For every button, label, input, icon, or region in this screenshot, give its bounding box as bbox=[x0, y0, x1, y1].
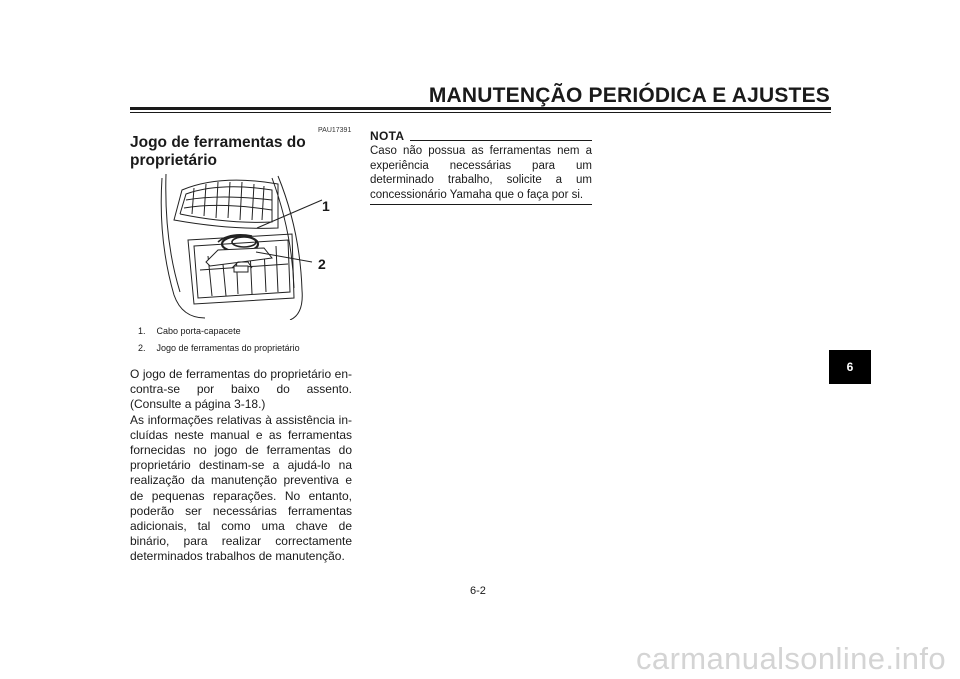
header-rule-thick bbox=[130, 107, 831, 110]
section-code: PAU17391 bbox=[318, 127, 352, 134]
caption-text: Cabo porta-capacete bbox=[156, 326, 241, 336]
note-rule bbox=[410, 140, 592, 141]
caption-item bbox=[138, 323, 300, 340]
callout-number-2: 2 bbox=[318, 256, 326, 272]
note-box bbox=[370, 128, 592, 205]
caption-item bbox=[138, 340, 300, 357]
body-paragraph: O jogo de ferramentas do proprietário encontra-se por baixo do assento. (Consulte a página 3-18.) bbox=[130, 367, 352, 412]
caption-text: Jogo de ferramentas do proprietário bbox=[156, 343, 300, 353]
section-heading: Jogo de ferramentas do proprietário bbox=[130, 134, 306, 169]
caption-number: 2. bbox=[138, 343, 146, 353]
body-paragraph: As informações relativas à assistência incluídas neste manual e as ferramentas fornecidas no jogo de ferramentas do proprietário destinam-se a ajudá-lo na realização da manutenção preventiva e de pequenas reparações. No entanto, poderão ser necessárias ferramentas adicionais, tal como uma chave de binário, para realizar correctamente determinados trabalhos de manutenção. bbox=[130, 412, 352, 564]
header-rule-thin bbox=[130, 112, 831, 113]
page-title: MANUTENÇÃO PERIÓDICA E AJUSTES bbox=[428, 84, 830, 107]
toolkit-illustration bbox=[160, 170, 340, 320]
note-header bbox=[370, 128, 592, 143]
watermark: carmanualsonline.info bbox=[636, 641, 946, 676]
seat-compartment-drawing bbox=[160, 170, 340, 320]
caption-number: 1. bbox=[138, 326, 146, 336]
body-text bbox=[130, 367, 352, 565]
note-bottom-rule bbox=[370, 204, 592, 205]
chapter-tab: 6 bbox=[829, 350, 871, 384]
note-label: NOTA bbox=[370, 129, 405, 143]
callout-number-1: 1 bbox=[322, 198, 330, 214]
figure-captions bbox=[138, 323, 300, 357]
page-number: 6-2 bbox=[470, 585, 486, 597]
note-text: Caso não possua as ferramentas nem a experiência necessárias para um determinado trabalho, solicite a um concessionário Yamaha que o faça por si. bbox=[370, 145, 592, 201]
